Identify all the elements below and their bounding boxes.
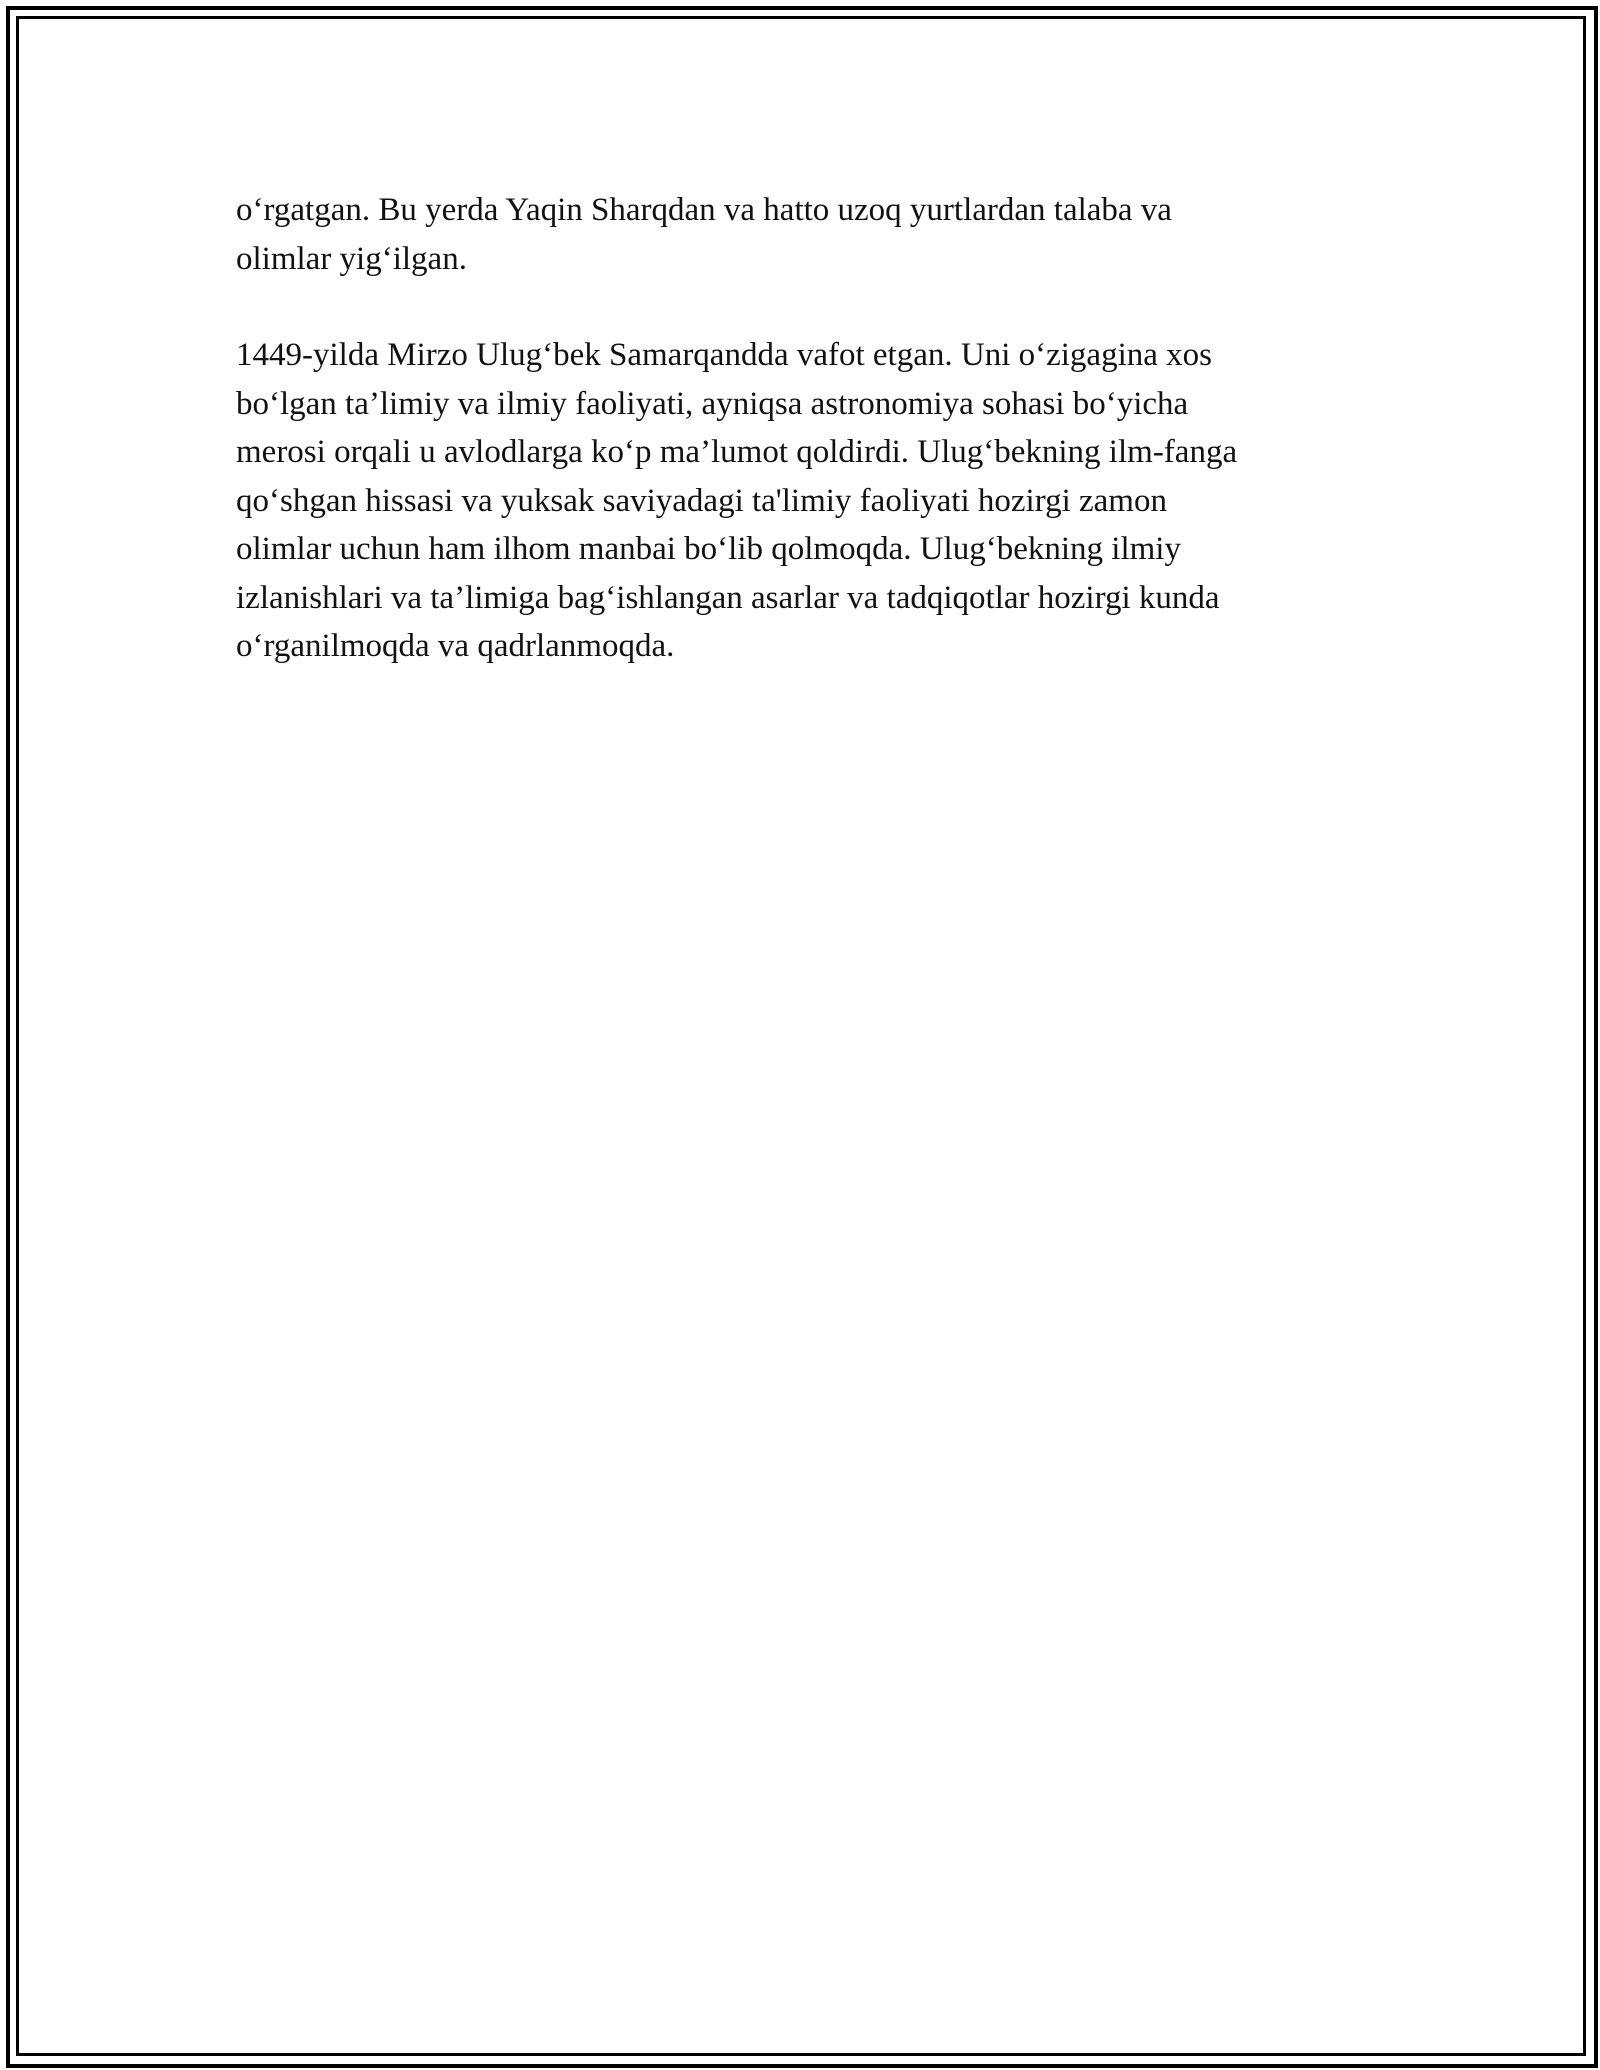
text-line: izlanishlari va ta’limiga bag‘ishlangan asarlar va tadqiqotlar hozirgi kunda bbox=[236, 579, 1220, 616]
text-line: olimlar uchun ham ilhom manbai bo‘lib qolmoqda. Ulug‘bekning ilmiy bbox=[236, 531, 1181, 567]
text-line: merosi orqali u avlodlarga ko‘p ma’lumot qoldirdi. Ulug‘bekning ilm-fanga bbox=[236, 434, 1238, 470]
text-line: o‘rganilmoqda va qadrlanmoqda. bbox=[236, 628, 675, 664]
text-line: qo‘shgan hissasi va yuksak saviyadagi ta'limiy faoliyati hozirgi zamon bbox=[236, 482, 1167, 519]
paragraph-2 bbox=[236, 331, 1366, 671]
text-line: 1449-yilda Mirzo Ulug‘bek Samarqandda vafot etgan. Uni o‘zigagina xos bbox=[236, 337, 1212, 373]
text-line: olimlar yig‘ilgan. bbox=[236, 240, 467, 277]
paragraph-1 bbox=[236, 186, 1366, 283]
text-line: o‘rgatgan. Bu yerda Yaqin Sharqdan va hatto uzoq yurtlardan talaba va bbox=[236, 192, 1172, 228]
document-body bbox=[236, 186, 1366, 719]
text-line: bo‘lgan ta’limiy va ilmiy faoliyati, ayniqsa astronomiya sohasi bo‘yicha bbox=[236, 385, 1189, 422]
